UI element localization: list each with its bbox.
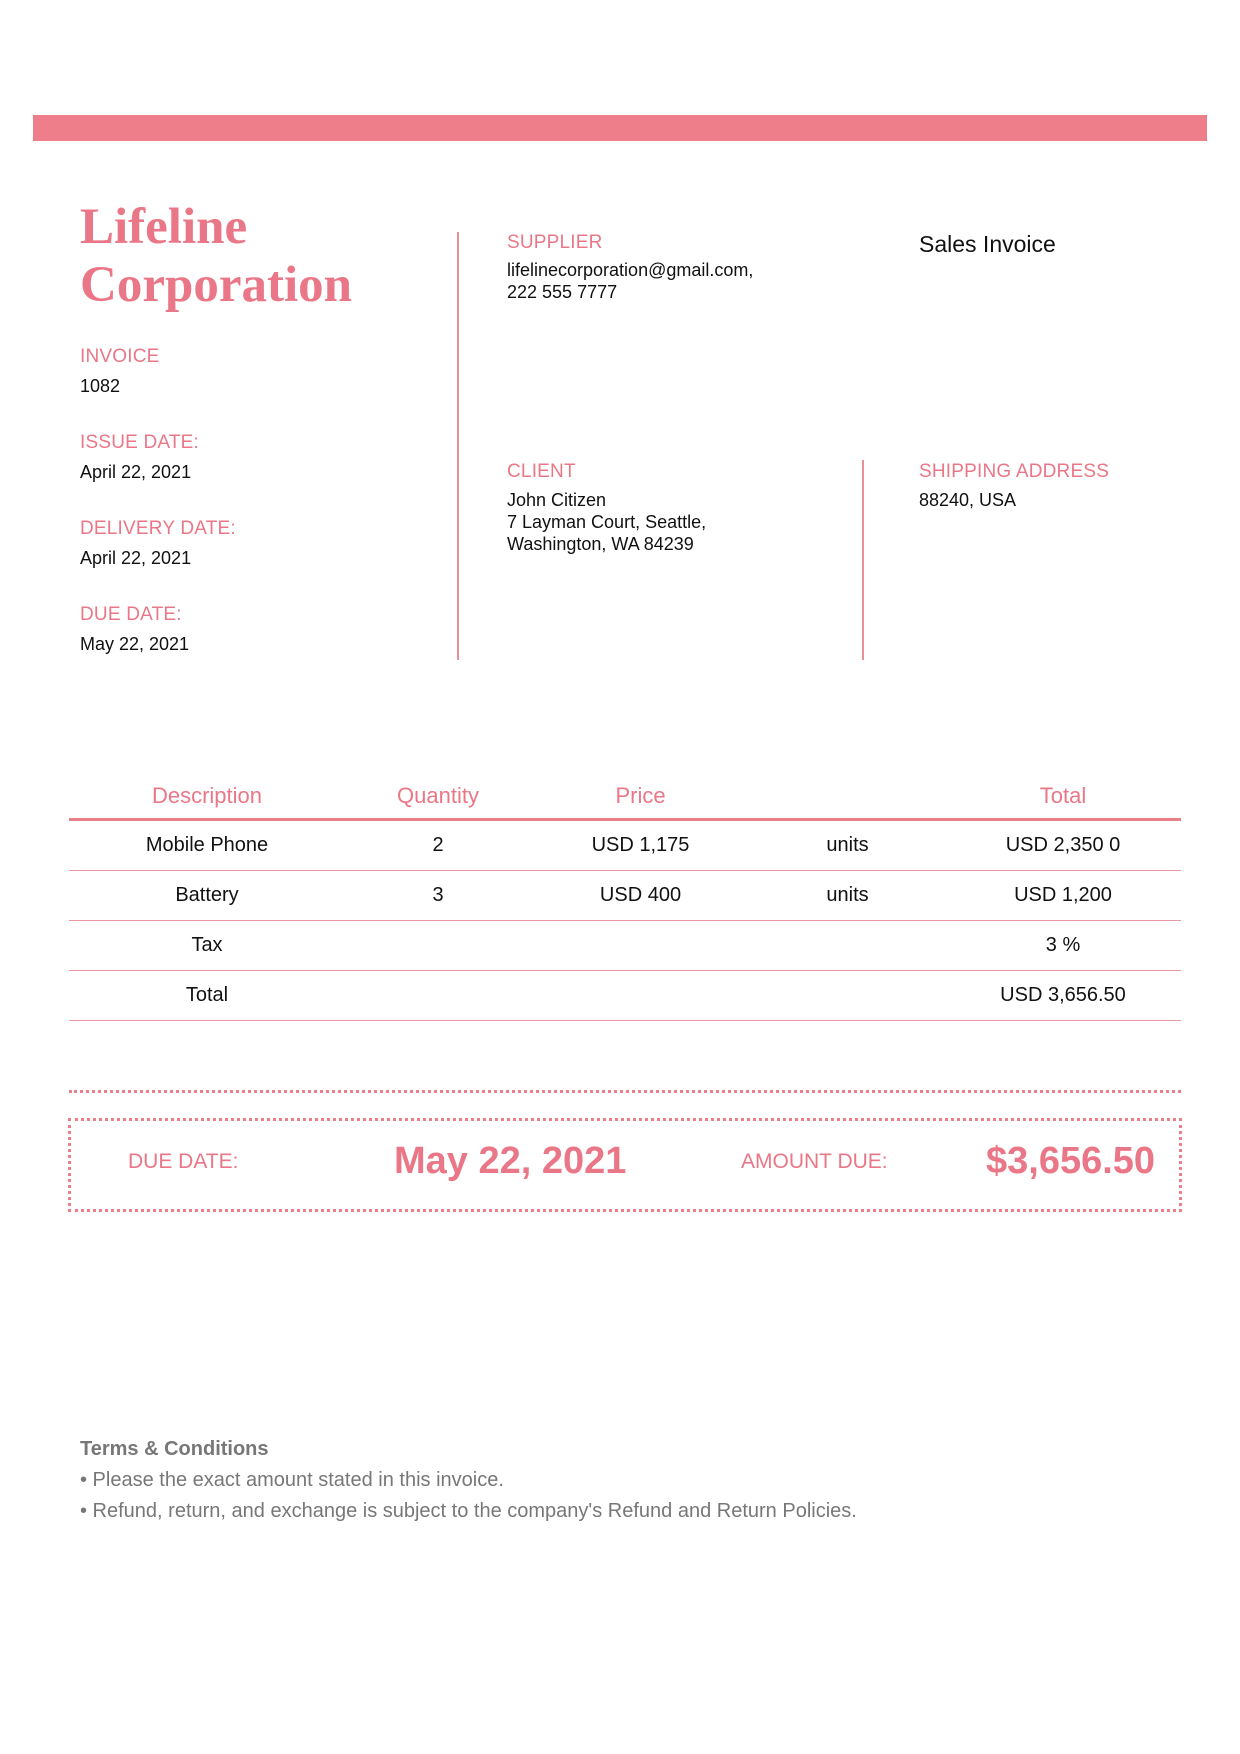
summary-due-date-value: May 22, 2021 [394,1140,627,1182]
row-description: Tax [69,921,345,971]
client-details [507,489,706,555]
invoice-number-label: INVOICE [80,346,160,367]
company-name-line1: Lifeline [80,199,248,255]
client-address-line1: 7 Layman Court, Seattle, [507,512,707,532]
supplier-phone: 222 555 7777 [507,282,618,302]
row-quantity [345,921,531,971]
shipping-address-label: SHIPPING ADDRESS [919,461,1110,482]
terms-title: Terms & Conditions [80,1438,269,1460]
header-description: Description [69,774,345,820]
column-divider-right [862,460,864,660]
summary-amount-due-value: $3,656.50 [986,1140,1156,1182]
document-title: Sales Invoice [919,231,1056,257]
row-total: USD 3,656.50 [945,971,1181,1021]
supplier-label: SUPPLIER [507,232,603,253]
row-unit: units [750,871,945,921]
summary-due-date-label: DUE DATE: [128,1150,239,1173]
row-description: Battery [69,871,345,921]
client-name: John Citizen [507,490,607,510]
shipping-address-value: 88240, USA [919,490,1017,510]
delivery-date-label: DELIVERY DATE: [80,518,236,539]
row-quantity [345,971,531,1021]
row-price [531,921,750,971]
supplier-email: lifelinecorporation@gmail.com, [507,260,754,280]
row-price: USD 400 [531,871,750,921]
row-total: USD 1,200 [945,871,1181,921]
row-total: 3 % [945,921,1181,971]
table-row [69,871,1181,921]
row-description: Total [69,971,345,1021]
header-unit [750,774,945,820]
invoice-number-value: 1082 [80,376,121,396]
line-items-table [69,774,1181,1021]
dotted-separator [69,1090,1181,1093]
table-header-row [69,774,1181,820]
terms-item-2: • Refund, return, and exchange is subject to the company's Refund and Return Policies. [80,1500,857,1522]
row-unit: units [750,820,945,871]
column-divider-left [457,232,459,660]
due-date-label: DUE DATE: [80,604,182,625]
issue-date-label: ISSUE DATE: [80,432,200,453]
row-quantity: 3 [345,871,531,921]
header-accent-bar [33,115,1207,141]
row-price [531,971,750,1021]
row-price: USD 1,175 [531,820,750,871]
client-label: CLIENT [507,461,576,482]
table-row [69,820,1181,871]
row-description: Mobile Phone [69,820,345,871]
header-quantity: Quantity [345,774,531,820]
supplier-details [507,259,753,303]
table-row [69,971,1181,1021]
client-address-line2: Washington, WA 84239 [507,534,694,554]
header-total: Total [945,774,1181,820]
header-price: Price [531,774,750,820]
due-date-value: May 22, 2021 [80,634,190,654]
issue-date-value: April 22, 2021 [80,462,192,482]
row-unit [750,971,945,1021]
row-unit [750,921,945,971]
row-quantity: 2 [345,820,531,871]
terms-item-1: • Please the exact amount stated in this invoice. [80,1469,504,1491]
summary-amount-due-label: AMOUNT DUE: [741,1150,888,1173]
row-total: USD 2,350 0 [945,820,1181,871]
delivery-date-value: April 22, 2021 [80,548,192,568]
company-name-line2: Corporation [80,257,352,313]
company-name [80,198,440,314]
table-row [69,921,1181,971]
